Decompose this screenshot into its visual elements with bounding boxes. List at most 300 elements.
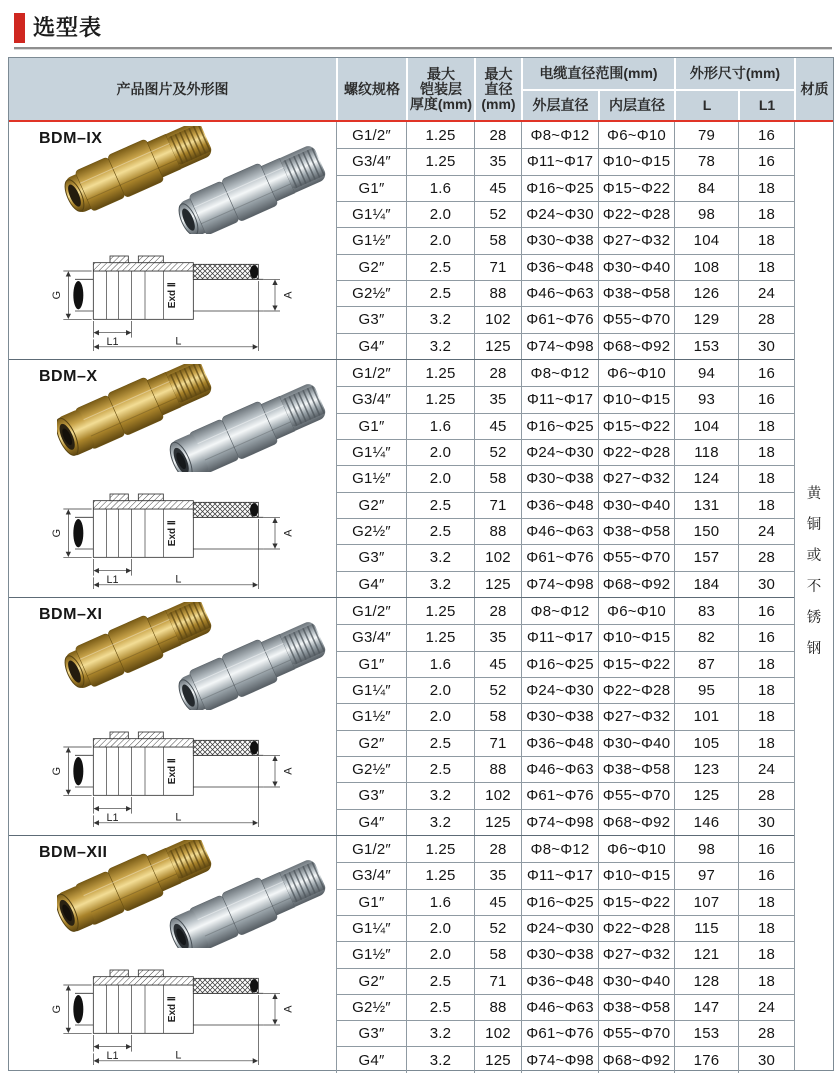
l-value-cell: 184 (674, 571, 738, 597)
max-armor-cell: 3.2 (406, 1046, 474, 1072)
outer-diameter-cell: Φ74~Φ98 (521, 333, 598, 359)
inner-diameter-cell: Φ30~Φ40 (598, 492, 674, 518)
product-photo (57, 364, 329, 477)
inner-diameter-cell: Φ38~Φ58 (598, 756, 674, 782)
l1-value-cell: 16 (738, 624, 794, 650)
drawing-svg (45, 712, 295, 832)
inner-diameter-cell: Φ15~Φ22 (598, 651, 674, 677)
max-armor-cell: 1.25 (406, 386, 474, 412)
dim-l-label: L (175, 1049, 182, 1062)
max-diameter-cell: 52 (474, 201, 521, 227)
gland-photo-svg (57, 364, 329, 472)
product-section (9, 122, 794, 359)
thread-spec-cell: G1½″ (336, 227, 406, 253)
max-armor-cell: 2.0 (406, 941, 474, 967)
outer-diameter-cell: Φ74~Φ98 (521, 1046, 598, 1072)
inner-diameter-cell: Φ22~Φ28 (598, 201, 674, 227)
technical-drawing (45, 474, 295, 597)
thread-spec-cell: G1¼″ (336, 201, 406, 227)
l1-value-cell: 18 (738, 677, 794, 703)
inner-diameter-cell: Φ22~Φ28 (598, 677, 674, 703)
outer-diameter-cell: Φ24~Φ30 (521, 439, 598, 465)
max-armor-cell: 1.6 (406, 889, 474, 915)
thread-spec-cell: G1¼″ (336, 439, 406, 465)
max-armor-cell: 2.0 (406, 465, 474, 491)
l1-value-cell: 18 (738, 941, 794, 967)
max-armor-cell: 1.25 (406, 598, 474, 624)
inner-diameter-cell: Φ55~Φ70 (598, 544, 674, 570)
product-photo (57, 602, 329, 715)
inner-diameter-cell: Φ10~Φ15 (598, 624, 674, 650)
inner-diameter-cell: Φ6~Φ10 (598, 836, 674, 862)
inner-diameter-cell: Φ6~Φ10 (598, 360, 674, 386)
l-value-cell: 146 (674, 809, 738, 835)
thread-spec-cell: G4″ (336, 333, 406, 359)
thread-spec-cell: G1¼″ (336, 915, 406, 941)
l1-value-cell: 16 (738, 862, 794, 888)
l-value-cell: 118 (674, 439, 738, 465)
max-armor-cell: 2.0 (406, 703, 474, 729)
inner-diameter-cell: Φ68~Φ92 (598, 571, 674, 597)
outer-diameter-cell: Φ8~Φ12 (521, 122, 598, 148)
l1-value-cell: 16 (738, 598, 794, 624)
max-armor-cell: 2.5 (406, 518, 474, 544)
max-diameter-cell: 88 (474, 518, 521, 544)
technical-drawing (45, 950, 295, 1073)
max-diameter-cell: 28 (474, 360, 521, 386)
thread-spec-cell: G2″ (336, 730, 406, 756)
outer-diameter-cell: Φ11~Φ17 (521, 148, 598, 174)
thread-spec-cell: G3″ (336, 1020, 406, 1046)
l-value-cell: 124 (674, 465, 738, 491)
max-armor-cell: 2.5 (406, 730, 474, 756)
product-cell (9, 598, 336, 835)
max-armor-cell: 2.5 (406, 756, 474, 782)
exd-marking: Exd Ⅱ (167, 282, 178, 309)
max-armor-cell: 1.25 (406, 836, 474, 862)
thread-spec-cell: G1/2″ (336, 360, 406, 386)
inner-diameter-cell: Φ10~Φ15 (598, 386, 674, 412)
l1-value-cell: 18 (738, 254, 794, 280)
outer-diameter-cell: Φ61~Φ76 (521, 544, 598, 570)
product-section (9, 835, 794, 1073)
l1-value-cell: 30 (738, 333, 794, 359)
inner-diameter-cell: Φ22~Φ28 (598, 915, 674, 941)
l-value-cell: 153 (674, 333, 738, 359)
max-armor-cell: 3.2 (406, 809, 474, 835)
l1-value-cell: 16 (738, 122, 794, 148)
l1-value-cell: 24 (738, 994, 794, 1020)
inner-diameter-cell: Φ27~Φ32 (598, 227, 674, 253)
table-sections (9, 122, 833, 1073)
max-diameter-cell: 35 (474, 386, 521, 412)
inner-diameter-cell: Φ10~Φ15 (598, 148, 674, 174)
l1-value-cell: 28 (738, 782, 794, 808)
l-value-cell: 129 (674, 306, 738, 332)
inner-diameter-cell: Φ15~Φ22 (598, 889, 674, 915)
outer-diameter-cell: Φ36~Φ48 (521, 968, 598, 994)
dim-g-label: G (51, 766, 64, 776)
product-photo (57, 126, 329, 239)
l-value-cell: 125 (674, 782, 738, 808)
outer-diameter-cell: Φ74~Φ98 (521, 571, 598, 597)
inner-diameter-cell: Φ27~Φ32 (598, 941, 674, 967)
l1-value-cell: 18 (738, 492, 794, 518)
outer-diameter-cell: Φ8~Φ12 (521, 360, 598, 386)
product-section (9, 359, 794, 597)
l1-value-cell: 18 (738, 439, 794, 465)
max-armor-cell: 1.25 (406, 862, 474, 888)
header-product: 产品图片及外形图 (9, 58, 336, 120)
thread-spec-cell: G1½″ (336, 703, 406, 729)
outer-diameter-cell: Φ30~Φ38 (521, 703, 598, 729)
inner-diameter-cell: Φ30~Φ40 (598, 968, 674, 994)
l-value-cell: 115 (674, 915, 738, 941)
exd-marking: Exd Ⅱ (167, 758, 178, 785)
l1-value-cell: 18 (738, 730, 794, 756)
max-armor-cell: 1.25 (406, 360, 474, 386)
inner-diameter-cell: Φ6~Φ10 (598, 122, 674, 148)
dim-g-label: G (51, 528, 64, 538)
product-cell (9, 122, 336, 359)
thread-spec-cell: G2½″ (336, 756, 406, 782)
l-value-cell: 107 (674, 889, 738, 915)
selection-table (8, 57, 834, 1071)
max-armor-cell: 3.2 (406, 306, 474, 332)
header-inner-diameter: 内层直径 (598, 89, 674, 120)
thread-spec-cell: G2″ (336, 254, 406, 280)
l1-value-cell: 30 (738, 571, 794, 597)
model-label: BDM–IX (39, 130, 103, 147)
dim-a-label: A (282, 767, 295, 775)
l-value-cell: 128 (674, 968, 738, 994)
l-value-cell: 104 (674, 413, 738, 439)
outer-diameter-cell: Φ46~Φ63 (521, 518, 598, 544)
max-diameter-cell: 45 (474, 651, 521, 677)
l-value-cell: 101 (674, 703, 738, 729)
outer-diameter-cell: Φ16~Φ25 (521, 889, 598, 915)
thread-spec-cell: G4″ (336, 809, 406, 835)
inner-diameter-cell: Φ22~Φ28 (598, 439, 674, 465)
max-diameter-cell: 125 (474, 809, 521, 835)
thread-spec-cell: G1″ (336, 413, 406, 439)
max-diameter-cell: 88 (474, 756, 521, 782)
thread-spec-cell: G2″ (336, 492, 406, 518)
outer-diameter-cell: Φ74~Φ98 (521, 809, 598, 835)
max-armor-cell: 1.25 (406, 148, 474, 174)
max-armor-cell: 2.5 (406, 280, 474, 306)
max-diameter-cell: 45 (474, 413, 521, 439)
max-diameter-cell: 28 (474, 598, 521, 624)
max-diameter-cell: 35 (474, 624, 521, 650)
thread-spec-cell: G1/2″ (336, 836, 406, 862)
l1-value-cell: 24 (738, 280, 794, 306)
l-value-cell: 104 (674, 227, 738, 253)
l-value-cell: 79 (674, 122, 738, 148)
thread-spec-cell: G1″ (336, 175, 406, 201)
thread-spec-cell: G1/2″ (336, 122, 406, 148)
max-armor-cell: 3.2 (406, 571, 474, 597)
l1-value-cell: 28 (738, 306, 794, 332)
inner-diameter-cell: Φ6~Φ10 (598, 598, 674, 624)
l-value-cell: 87 (674, 651, 738, 677)
exd-marking: Exd Ⅱ (167, 996, 178, 1023)
l1-value-cell: 18 (738, 201, 794, 227)
max-diameter-cell: 52 (474, 915, 521, 941)
outer-diameter-cell: Φ24~Φ30 (521, 915, 598, 941)
inner-diameter-cell: Φ68~Φ92 (598, 809, 674, 835)
l1-value-cell: 30 (738, 809, 794, 835)
max-diameter-cell: 71 (474, 492, 521, 518)
title-block (0, 0, 840, 56)
max-armor-cell: 3.2 (406, 1020, 474, 1046)
header-max-diameter: 最大 直径 (mm) (474, 58, 521, 120)
thread-spec-cell: G1″ (336, 651, 406, 677)
inner-diameter-cell: Φ68~Φ92 (598, 333, 674, 359)
max-diameter-cell: 71 (474, 730, 521, 756)
thread-spec-cell: G4″ (336, 571, 406, 597)
outer-diameter-cell: Φ46~Φ63 (521, 994, 598, 1020)
l-value-cell: 176 (674, 1046, 738, 1072)
inner-diameter-cell: Φ55~Φ70 (598, 1020, 674, 1046)
max-diameter-cell: 45 (474, 889, 521, 915)
max-diameter-cell: 71 (474, 254, 521, 280)
dim-a-label: A (282, 291, 295, 299)
l1-value-cell: 16 (738, 360, 794, 386)
product-cell (9, 836, 336, 1073)
l-value-cell: 153 (674, 1020, 738, 1046)
max-armor-cell: 2.0 (406, 677, 474, 703)
l1-value-cell: 16 (738, 386, 794, 412)
l-value-cell: 98 (674, 201, 738, 227)
dim-g-label: G (51, 290, 64, 300)
max-diameter-cell: 45 (474, 175, 521, 201)
thread-spec-cell: G3″ (336, 544, 406, 570)
l-value-cell: 108 (674, 254, 738, 280)
header-outer-diameter: 外层直径 (521, 89, 598, 120)
thread-spec-cell: G1½″ (336, 465, 406, 491)
max-armor-cell: 2.5 (406, 254, 474, 280)
max-armor-cell: 2.0 (406, 439, 474, 465)
thread-spec-cell: G1/2″ (336, 598, 406, 624)
model-label: BDM–XII (39, 843, 108, 861)
l-value-cell: 126 (674, 280, 738, 306)
l1-value-cell: 28 (738, 544, 794, 570)
outer-diameter-cell: Φ24~Φ30 (521, 677, 598, 703)
l1-value-cell: 16 (738, 836, 794, 862)
max-armor-cell: 1.25 (406, 624, 474, 650)
l-value-cell: 131 (674, 492, 738, 518)
max-diameter-cell: 52 (474, 439, 521, 465)
dim-l-label: L (175, 811, 182, 824)
l-value-cell: 105 (674, 730, 738, 756)
dim-l1-label: L1 (106, 336, 119, 349)
inner-diameter-cell: Φ27~Φ32 (598, 703, 674, 729)
max-diameter-cell: 35 (474, 148, 521, 174)
outer-diameter-cell: Φ30~Φ38 (521, 227, 598, 253)
l-value-cell: 121 (674, 941, 738, 967)
inner-diameter-cell: Φ38~Φ58 (598, 518, 674, 544)
max-armor-cell: 2.5 (406, 994, 474, 1020)
max-armor-cell: 1.25 (406, 122, 474, 148)
drawing-svg (45, 236, 295, 356)
max-armor-cell: 2.5 (406, 492, 474, 518)
outer-diameter-cell: Φ36~Φ48 (521, 730, 598, 756)
header-max-armor: 最大 铠装层 厚度(mm) (406, 58, 474, 120)
title-divider (14, 47, 832, 50)
outer-diameter-cell: Φ46~Φ63 (521, 756, 598, 782)
outer-diameter-cell: Φ61~Φ76 (521, 1020, 598, 1046)
thread-spec-cell: G3/4″ (336, 862, 406, 888)
product-photo (57, 840, 329, 953)
thread-spec-cell: G2½″ (336, 994, 406, 1020)
max-diameter-cell: 125 (474, 571, 521, 597)
model-label: BDM–XI (39, 605, 103, 623)
max-armor-cell: 2.5 (406, 968, 474, 994)
inner-diameter-cell: Φ55~Φ70 (598, 782, 674, 808)
thread-spec-cell: G1¼″ (336, 677, 406, 703)
header-material: 材质 (794, 58, 833, 120)
l-value-cell: 150 (674, 518, 738, 544)
product-section (9, 597, 794, 835)
max-armor-cell: 3.2 (406, 782, 474, 808)
l1-value-cell: 24 (738, 518, 794, 544)
l-value-cell: 82 (674, 624, 738, 650)
l1-value-cell: 28 (738, 1020, 794, 1046)
header-dimensions: 外形尺寸(mm) (674, 58, 794, 89)
l1-value-cell: 18 (738, 227, 794, 253)
max-armor-cell: 2.0 (406, 915, 474, 941)
dim-a-label: A (282, 529, 295, 537)
thread-spec-cell: G3/4″ (336, 386, 406, 412)
l1-value-cell: 18 (738, 413, 794, 439)
thread-spec-cell: G2″ (336, 968, 406, 994)
l1-value-cell: 30 (738, 1046, 794, 1072)
thread-spec-cell: G3″ (336, 782, 406, 808)
max-diameter-cell: 58 (474, 703, 521, 729)
gland-photo-svg (57, 840, 329, 948)
l-value-cell: 97 (674, 862, 738, 888)
max-armor-cell: 1.6 (406, 413, 474, 439)
drawing-svg (45, 474, 295, 594)
max-armor-cell: 2.0 (406, 227, 474, 253)
outer-diameter-cell: Φ11~Φ17 (521, 862, 598, 888)
inner-diameter-cell: Φ10~Φ15 (598, 862, 674, 888)
inner-diameter-cell: Φ15~Φ22 (598, 413, 674, 439)
gland-photo-svg (57, 126, 329, 234)
outer-diameter-cell: Φ61~Φ76 (521, 306, 598, 332)
l1-value-cell: 18 (738, 703, 794, 729)
max-diameter-cell: 102 (474, 1020, 521, 1046)
dim-l1-label: L1 (106, 574, 119, 587)
max-diameter-cell: 28 (474, 836, 521, 862)
max-diameter-cell: 58 (474, 227, 521, 253)
inner-diameter-cell: Φ15~Φ22 (598, 175, 674, 201)
l1-value-cell: 18 (738, 889, 794, 915)
l1-value-cell: 18 (738, 915, 794, 941)
max-armor-cell: 3.2 (406, 544, 474, 570)
max-armor-cell: 1.6 (406, 651, 474, 677)
max-armor-cell: 1.6 (406, 175, 474, 201)
max-diameter-cell: 125 (474, 333, 521, 359)
max-armor-cell: 3.2 (406, 333, 474, 359)
l-value-cell: 83 (674, 598, 738, 624)
outer-diameter-cell: Φ8~Φ12 (521, 598, 598, 624)
outer-diameter-cell: Φ8~Φ12 (521, 836, 598, 862)
inner-diameter-cell: Φ68~Φ92 (598, 1046, 674, 1072)
dim-a-label: A (282, 1005, 295, 1013)
thread-spec-cell: G3/4″ (336, 624, 406, 650)
outer-diameter-cell: Φ30~Φ38 (521, 465, 598, 491)
drawing-svg (45, 950, 295, 1070)
header-cable-range: 电缆直径范围(mm) (521, 58, 674, 89)
thread-spec-cell: G1″ (336, 889, 406, 915)
exd-marking: Exd Ⅱ (167, 520, 178, 547)
inner-diameter-cell: Φ38~Φ58 (598, 994, 674, 1020)
l-value-cell: 84 (674, 175, 738, 201)
technical-drawing (45, 236, 295, 359)
max-diameter-cell: 28 (474, 122, 521, 148)
l-value-cell: 123 (674, 756, 738, 782)
outer-diameter-cell: Φ16~Φ25 (521, 651, 598, 677)
outer-diameter-cell: Φ11~Φ17 (521, 624, 598, 650)
header-thread-spec: 螺纹规格 (336, 58, 406, 120)
outer-diameter-cell: Φ36~Φ48 (521, 492, 598, 518)
l-value-cell: 157 (674, 544, 738, 570)
max-diameter-cell: 58 (474, 941, 521, 967)
dim-l1-label: L1 (106, 1050, 119, 1063)
outer-diameter-cell: Φ16~Φ25 (521, 413, 598, 439)
l1-value-cell: 18 (738, 968, 794, 994)
l1-value-cell: 18 (738, 175, 794, 201)
product-cell (9, 360, 336, 597)
page-title: 选型表 (33, 15, 103, 40)
technical-drawing (45, 712, 295, 835)
l1-value-cell: 18 (738, 651, 794, 677)
header-L1: L1 (738, 89, 794, 120)
l1-value-cell: 16 (738, 148, 794, 174)
max-diameter-cell: 35 (474, 862, 521, 888)
thread-spec-cell: G4″ (336, 1046, 406, 1072)
thread-spec-cell: G3″ (336, 306, 406, 332)
outer-diameter-cell: Φ16~Φ25 (521, 175, 598, 201)
title-accent-bar (14, 13, 25, 43)
model-label: BDM–X (39, 367, 98, 385)
max-diameter-cell: 125 (474, 1046, 521, 1072)
dim-l1-label: L1 (106, 812, 119, 825)
max-armor-cell: 2.0 (406, 201, 474, 227)
table-header (9, 58, 833, 120)
max-diameter-cell: 88 (474, 994, 521, 1020)
thread-spec-cell: G1½″ (336, 941, 406, 967)
l-value-cell: 93 (674, 386, 738, 412)
inner-diameter-cell: Φ27~Φ32 (598, 465, 674, 491)
l-value-cell: 94 (674, 360, 738, 386)
outer-diameter-cell: Φ36~Φ48 (521, 254, 598, 280)
l-value-cell: 147 (674, 994, 738, 1020)
max-diameter-cell: 102 (474, 544, 521, 570)
outer-diameter-cell: Φ30~Φ38 (521, 941, 598, 967)
header-L: L (674, 89, 738, 120)
thread-spec-cell: G2½″ (336, 280, 406, 306)
max-diameter-cell: 58 (474, 465, 521, 491)
inner-diameter-cell: Φ55~Φ70 (598, 306, 674, 332)
gland-photo-svg (57, 602, 329, 710)
outer-diameter-cell: Φ24~Φ30 (521, 201, 598, 227)
outer-diameter-cell: Φ11~Φ17 (521, 386, 598, 412)
inner-diameter-cell: Φ30~Φ40 (598, 730, 674, 756)
thread-spec-cell: G3/4″ (336, 148, 406, 174)
